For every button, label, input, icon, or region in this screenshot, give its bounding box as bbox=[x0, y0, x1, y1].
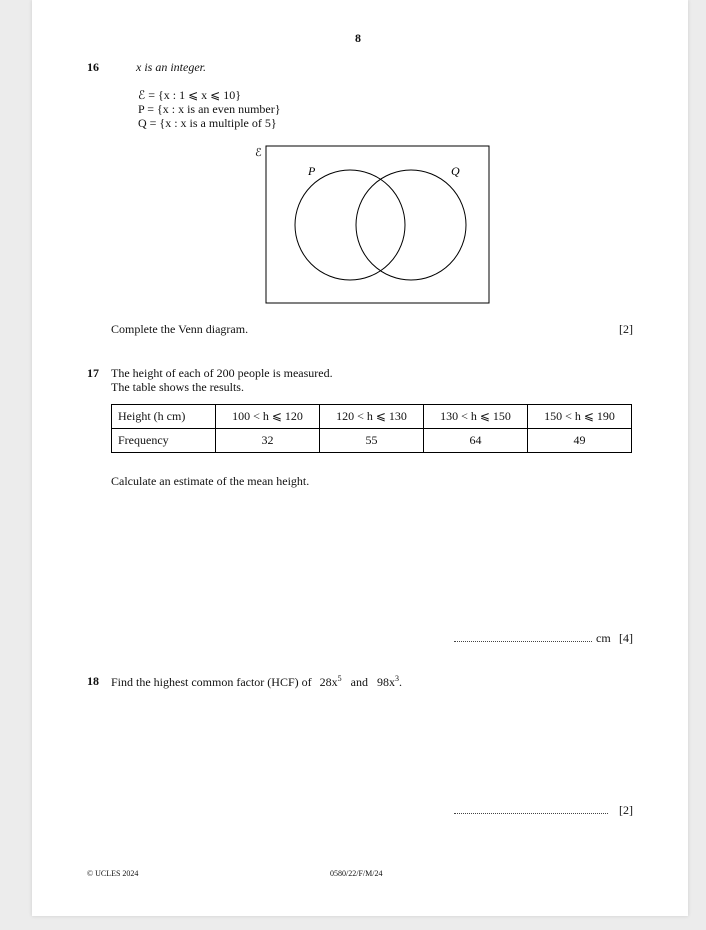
interval-cell: 120 < h ⩽ 130 bbox=[320, 405, 424, 429]
set-universal: ℰ = {x : 1 ⩽ x ⩽ 10} bbox=[138, 88, 241, 102]
table-row bbox=[112, 429, 632, 453]
frequency-cell: 55 bbox=[320, 429, 424, 453]
term-1-base: 28x bbox=[319, 675, 338, 689]
venn-label-p: P bbox=[308, 164, 316, 178]
question-18-number: 18 bbox=[87, 674, 99, 688]
question-17-line-1: The height of each of 200 people is measured. bbox=[111, 366, 333, 380]
question-17-number: 17 bbox=[87, 366, 99, 380]
term-2-power: 3 bbox=[394, 674, 399, 683]
question-17-line-2: The table shows the results. bbox=[111, 380, 244, 394]
question-17-unit: cm bbox=[596, 631, 611, 645]
interval-cell: 100 < h ⩽ 120 bbox=[216, 405, 320, 429]
exam-page bbox=[32, 0, 688, 916]
term-2 bbox=[377, 675, 399, 689]
venn-circle-q bbox=[356, 170, 466, 280]
question-17-instruction: Calculate an estimate of the mean height. bbox=[111, 474, 310, 488]
height-frequency-table bbox=[111, 404, 632, 453]
conjunction: and bbox=[350, 675, 368, 689]
set-p-definition: P = {x : x is an even number} bbox=[138, 102, 281, 116]
footer-paper-code: 0580/22/F/M/24 bbox=[330, 869, 383, 878]
question-16-instruction: Complete the Venn diagram. bbox=[111, 322, 249, 336]
term-2-base: 98x bbox=[376, 675, 395, 689]
question-17-answer-line[interactable] bbox=[454, 640, 592, 642]
page-number: 8 bbox=[355, 31, 361, 45]
venn-label-q: Q bbox=[451, 164, 460, 178]
frequency-cell: 32 bbox=[216, 429, 320, 453]
table-row bbox=[112, 405, 632, 429]
question-16-marks: [2] bbox=[619, 322, 633, 336]
sentence-end: . bbox=[398, 675, 402, 689]
footer-copyright: © UCLES 2024 bbox=[87, 869, 139, 878]
set-q-definition: Q = {x : x is a multiple of 5} bbox=[138, 116, 277, 130]
interval-cell: 130 < h ⩽ 150 bbox=[424, 405, 528, 429]
venn-universal-label: ℰ bbox=[255, 147, 262, 159]
table-header-height: Height (h cm) bbox=[112, 405, 216, 429]
term-1 bbox=[320, 675, 342, 689]
interval-cell: 150 < h ⩽ 190 bbox=[528, 405, 632, 429]
frequency-cell: 49 bbox=[528, 429, 632, 453]
question-18-prompt: Find the highest common factor (HCF) of bbox=[111, 675, 312, 689]
question-18-marks: [2] bbox=[619, 803, 633, 817]
table-header-frequency: Frequency bbox=[112, 429, 216, 453]
question-16-statement: x is an integer. bbox=[136, 60, 206, 74]
venn-diagram[interactable] bbox=[255, 143, 495, 308]
frequency-cell: 64 bbox=[424, 429, 528, 453]
term-1-power: 5 bbox=[337, 674, 342, 683]
venn-circle-p bbox=[295, 170, 405, 280]
question-17-marks: [4] bbox=[619, 631, 633, 645]
question-18-answer-line[interactable] bbox=[454, 812, 608, 814]
question-18-text bbox=[111, 674, 402, 690]
question-16-number: 16 bbox=[87, 60, 99, 74]
